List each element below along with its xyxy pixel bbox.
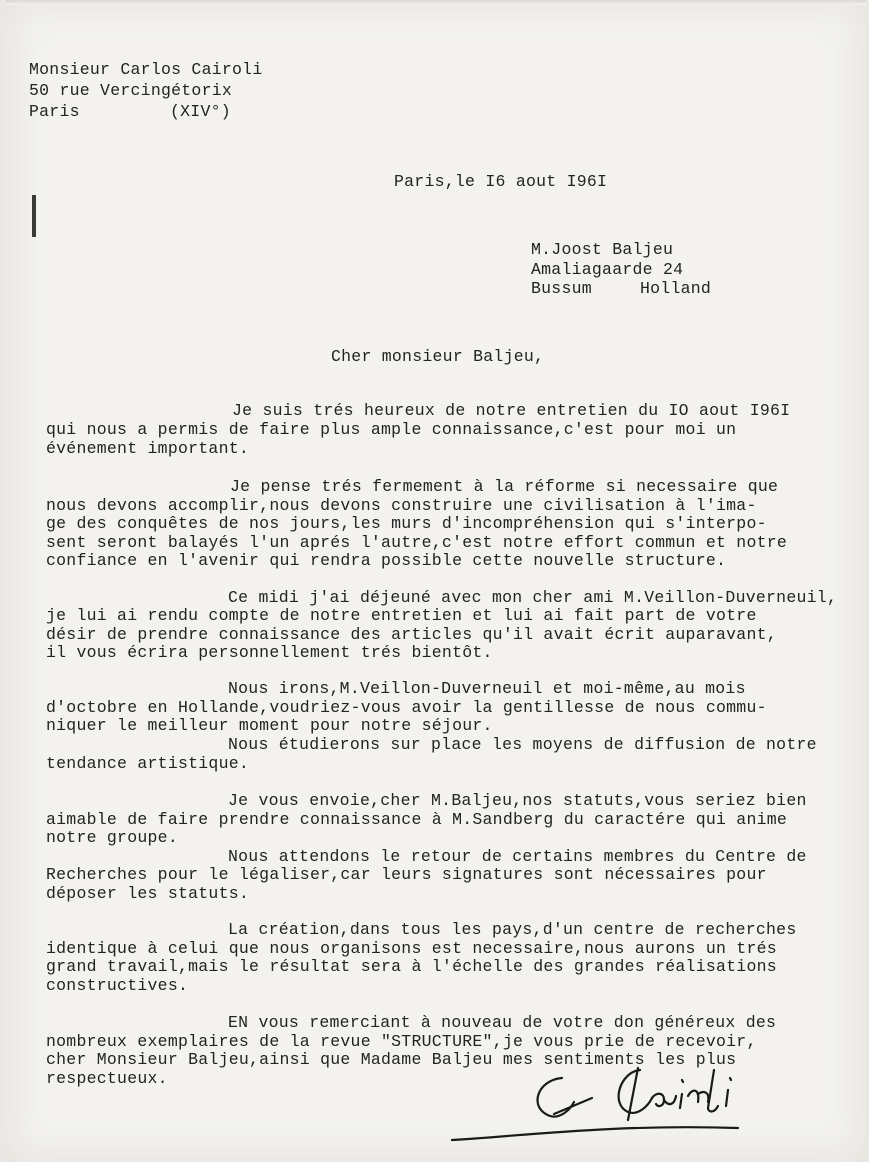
body-line: constructives. [46,976,189,995]
paper-edge [6,0,866,5]
body-line: Je vous envoie,cher M.Baljeu,nos statuts,vous seriez bien [228,791,807,810]
body-line: grand travail,mais le résultat sera à l'échelle des grandes réalisations [46,957,777,976]
body-line: identique à celui que nous organisons est necessaire,nous aurons un trés [46,939,777,958]
date-line: Paris,le I6 aout I96I [394,172,608,191]
body-line: ge des conquêtes de nos jours,les murs d'incompréhension qui s'interpo- [46,514,767,533]
body-line: déposer les statuts. [46,884,250,903]
body-line: il vous écrira personnellement trés bientôt. [46,643,493,662]
letter-sheet [6,0,866,1162]
sender-city: Paris [29,102,80,121]
body-line: qui nous a permis de faire plus ample connaissance,c'est pour moi un [46,420,737,439]
body-line: La création,dans tous les pays,d'un centre de recherches [228,920,797,939]
body-line: désir de prendre connaissance des articles qu'il avait écrit auparavant, [46,625,777,644]
salutation: Cher monsieur Baljeu, [331,347,545,366]
body-line: respectueux. [46,1069,168,1088]
body-line: Recherches pour le légaliser,car leurs signatures sont nécessaires pour [46,865,767,884]
body-line: Je suis trés heureux de notre entretien du IO aout I96I [232,401,791,420]
body-line: Nous étudierons sur place les moyens de diffusion de notre [228,735,817,754]
body-line: tendance artistique. [46,754,250,773]
sender-name: Monsieur Carlos Cairoli [29,60,263,79]
margin-mark [32,195,36,237]
body-line: cher Monsieur Baljeu,ainsi que Madame Baljeu mes sentiments les plus [46,1050,737,1069]
body-line: EN vous remerciant à nouveau de votre don généreux des [228,1013,777,1032]
body-line: je lui ai rendu compte de notre entretien et lui ai fait part de votre [46,606,757,625]
sender-street: 50 rue Vercingétorix [29,81,233,100]
recipient-name: M.Joost Baljeu [531,240,674,259]
body-line: d'octobre en Hollande,voudriez-vous avoir la gentillesse de nous commu- [46,698,767,717]
body-line: Nous attendons le retour de certains membres du Centre de [228,847,807,866]
body-line: sent seront balayés l'un aprés l'autre,c'est notre effort commun et notre [46,533,788,552]
body-line: Je pense trés fermement à la réforme si necessaire que [230,477,779,496]
body-line: nombreux exemplaires de la revue "STRUCTURE",je vous prie de recevoir, [46,1032,757,1051]
body-line: Nous irons,M.Veillon-Duverneuil et moi-même,au mois [228,679,746,698]
recipient-street: Amaliagaarde 24 [531,260,684,279]
body-line: notre groupe. [46,828,178,847]
sender-district: (XIV°) [170,102,231,121]
body-line: confiance en l'avenir qui rendra possible cette nouvelle structure. [46,551,727,570]
body-line: Ce midi j'ai déjeuné avec mon cher ami M.Veillon-Duverneuil, [228,588,838,607]
recipient-city: Bussum [531,279,592,298]
body-line: nous devons accomplir,nous devons construire une civilisation à l'ima- [46,496,757,515]
body-line: niquer le meilleur moment pour notre séjour. [46,716,493,735]
body-line: aimable de faire prendre connaissance à M.Sandberg du caractére qui anime [46,810,788,829]
handwritten-signature [442,1058,742,1148]
body-line: événement important. [46,439,250,458]
recipient-country: Holland [640,279,712,298]
